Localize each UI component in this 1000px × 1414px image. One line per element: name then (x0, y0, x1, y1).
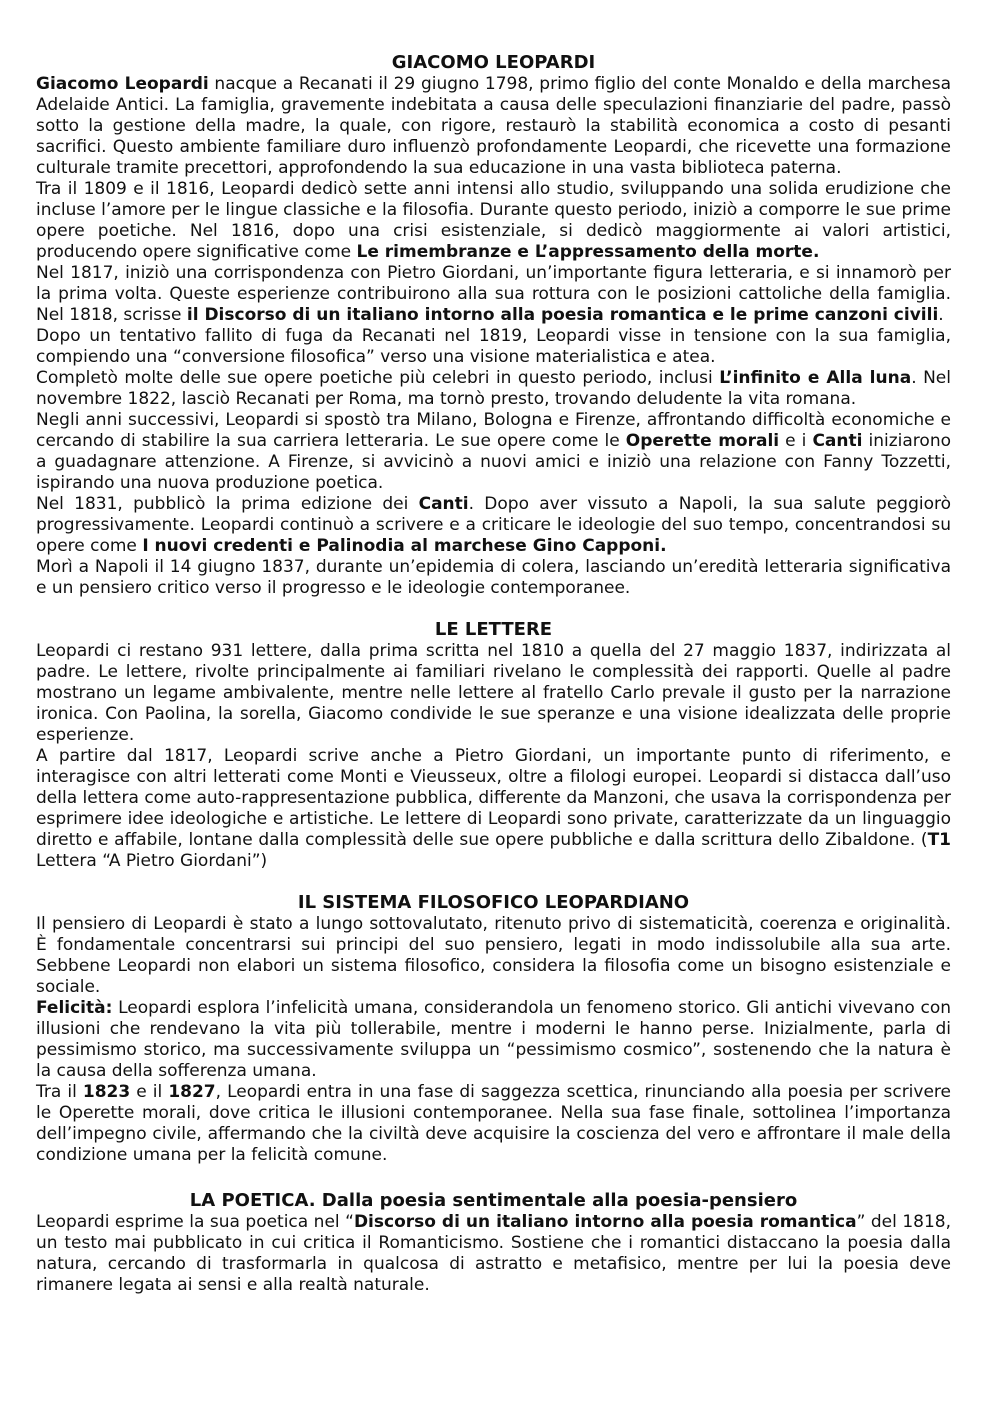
text-run: e i (779, 431, 813, 451)
text-run: . Dopo aver vissuto a Napoli, la sua salute peggiorò progressivamente. Leopardi continuò a scrivere e a criticare le ideologie del suo tempo, concentrandosi su opere come (36, 494, 951, 556)
text-run: , Leopardi entra in una fase di saggezza scettica, rinunciando alla poesia per scrivere le Operette morali, dove critica le illusioni contemporanee. Nella sua fase finale, sottolinea l’importanza dell’impegno civile, affermando che la civiltà deve acquisire la coscienza del vero e affrontare il male della condizione umana per la felicità comune. (36, 1082, 951, 1165)
text-run: Negli anni successivi, Leopardi si spostò tra Milano, Bologna e Firenze, affrontando difficoltà economiche e cercando di stabilire la sua carriera letteraria. Le sue opere come le (36, 410, 951, 451)
bold-text: Felicità: (36, 998, 113, 1018)
document-page (36, 52, 951, 1296)
paragraph (36, 641, 951, 746)
text-run: ” del 1818, un testo mai pubblicato in cui critica il Romanticismo. Sostiene che i romantici distaccano la poesia dalla natura, cercando di trasformarla in qualcosa di astratto e metafisico, mentre per lui la poesia deve rimanere legata ai sensi e alla realtà naturale. (36, 1212, 952, 1295)
text-run: iniziarono a guadagnare attenzione. A Firenze, si avvicinò a nuovi amici e iniziò una relazione con Fanny Tozzetti, ispirando una nuova produzione poetica. (36, 431, 951, 493)
section-title-sistema-filosofico: IL SISTEMA FILOSOFICO LEOPARDIANO (297, 892, 690, 913)
bold-text: Canti (418, 494, 469, 514)
paragraph (36, 494, 951, 557)
bold-text: Giacomo Leopardi (36, 74, 209, 94)
paragraph (36, 1082, 951, 1166)
text-run: Leopardi esplora l’infelicità umana, considerandola un fenomeno storico. Gli antichi vivevano con illusioni che rendevano la vita più tollerabile, mentre i moderni le hanno perse. Inizialmente, parla di pessimismo storico, ma successivamente sviluppa un “pessimismo cosmico”, sostenendo che la natura è la causa della sofferenza umana. (36, 998, 951, 1081)
bold-text: 1823 (82, 1082, 131, 1102)
text-run: Leopardi ci restano 931 lettere, dalla prima scritta nel 1810 a quella del 27 maggio 1837, indirizzata al padre. Le lettere, rivolte principalmente ai familiari rivelano le complessità dei rapporti. Quelle al padre mostrano un legame ambivalente, mentre nelle lettere al fratello Carlo prevale il gusto per la narrazione ironica. Con Paolina, la sorella, Giacomo condivide le sue speranze e una visione idealizzata delle proprie esperienze. (36, 641, 951, 745)
text-run: Nel 1817, iniziò una corrispondenza con Pietro Giordani, un’importante figura letteraria, e si innamorò per la prima volta. Queste esperienze contribuirono alla sua rottura con le posizioni cattoliche della famiglia. Nel 1818, scrisse (36, 263, 951, 325)
paragraph (36, 263, 951, 326)
text-run: Completò molte delle sue opere poetiche più celebri in questo periodo, inclusi (36, 368, 720, 388)
text-run: Tra il 1809 e il 1816, Leopardi dedicò sette anni intensi allo studio, sviluppando una solida erudizione che incluse l’amore per le lingue classiche e la filosofia. Durante questo periodo, iniziò a comporre le sue prime opere poetiche. Nel 1816, dopo una crisi esistenziale, si dedicò maggiormente ai valori artistici, producendo opere significative come (36, 179, 951, 262)
text-run: Lettera “A Pietro Giordani”) (36, 851, 268, 871)
bold-text: T1 (927, 830, 951, 850)
text-run: Tra il (36, 1082, 83, 1102)
paragraph (36, 410, 951, 494)
text-run: nacque a Recanati il 29 giugno 1798, primo figlio del conte Monaldo e della marchesa Adelaide Antici. La famiglia, gravemente indebitata a causa delle speculazioni finanziarie del padre, passò sotto la gestione della madre, la quale, con rigore, restaurò la stabilità economica a costo di pesanti sacrifici. Questo ambiente familiare duro influenzò profondamente Leopardi, che ricevette una formazione culturale tramite precettori, approfondendo la sua educazione in una vasta biblioteca paterna. (36, 74, 951, 178)
paragraph (36, 179, 951, 263)
section-title-giacomo-leopardi: GIACOMO LEOPARDI (391, 52, 596, 73)
bold-text: Le rimembranze e L’appressamento della morte. (356, 242, 820, 262)
text-run: Leopardi esprime la sua poetica nel “ (36, 1212, 354, 1232)
section-title-le-lettere: LE LETTERE (434, 619, 553, 640)
text-run: Il pensiero di Leopardi è stato a lungo sottovalutato, ritenuto privo di sistematicità, coerenza e originalità. È fondamentale concentrarsi sui principi del suo pensiero, legati in modo indissolubile alla sua arte. Sebbene Leopardi non elabori un sistema filosofico, considera la filosofia come un bisogno esistenziale e sociale. (36, 914, 951, 997)
text-run: Morì a Napoli il 14 giugno 1837, durante un’epidemia di colera, lasciando un’eredità letteraria significativa e un pensiero critico verso il progresso e le ideologie contemporanee. (36, 557, 951, 598)
bold-text: 1827 (168, 1082, 216, 1102)
bold-text: il Discorso di un italiano intorno alla poesia romantica e le prime canzoni civili (186, 305, 939, 325)
paragraph (36, 746, 951, 872)
text-run: . Nel novembre 1822, lasciò Recanati per Roma, ma tornò presto, trovando deludente la vita romana. (36, 368, 951, 409)
text-run: A partire dal 1817, Leopardi scrive anche a Pietro Giordani, un importante punto di riferimento, e interagisce con altri letterati come Monti e Vieusseux, oltre a filologi europei. Leopardi si distacca dall’uso della lettera come auto-rappresentazione pubblica, differente da Manzoni, che usava la corrispondenza per esprimere idee ideologiche e artistiche. Le lettere di Leopardi sono private, caratterizzate da un linguaggio diretto e affabile, lontane dalla complessità delle sue opere pubbliche e dalla scrittura dello Zibaldone. ( (36, 746, 951, 850)
text-run: Nel 1831, pubblicò la prima edizione dei (36, 494, 419, 514)
bold-text: Operette morali (625, 431, 780, 451)
bold-text: I nuovi credenti e Palinodia al marchese Gino Capponi. (142, 536, 667, 556)
paragraph (36, 914, 951, 998)
text-run: . (938, 305, 944, 325)
paragraph (36, 1212, 951, 1296)
text-run: e il (130, 1082, 169, 1102)
paragraph (36, 557, 951, 599)
paragraph (36, 326, 951, 368)
paragraph (36, 74, 951, 179)
bold-text: L’infinito e Alla luna (719, 368, 912, 388)
section-title-la-poetica: LA POETICA. Dalla poesia sentimentale alla poesia-pensiero (189, 1190, 798, 1211)
bold-text: Discorso di un italiano intorno alla poesia romantica (353, 1212, 857, 1232)
paragraph (36, 998, 951, 1082)
text-run: Dopo un tentativo fallito di fuga da Recanati nel 1819, Leopardi visse in tensione con la sua famiglia, compiendo una “conversione filosofica” verso una visione materialistica e atea. (36, 326, 951, 367)
paragraph (36, 368, 951, 410)
bold-text: Canti (812, 431, 863, 451)
